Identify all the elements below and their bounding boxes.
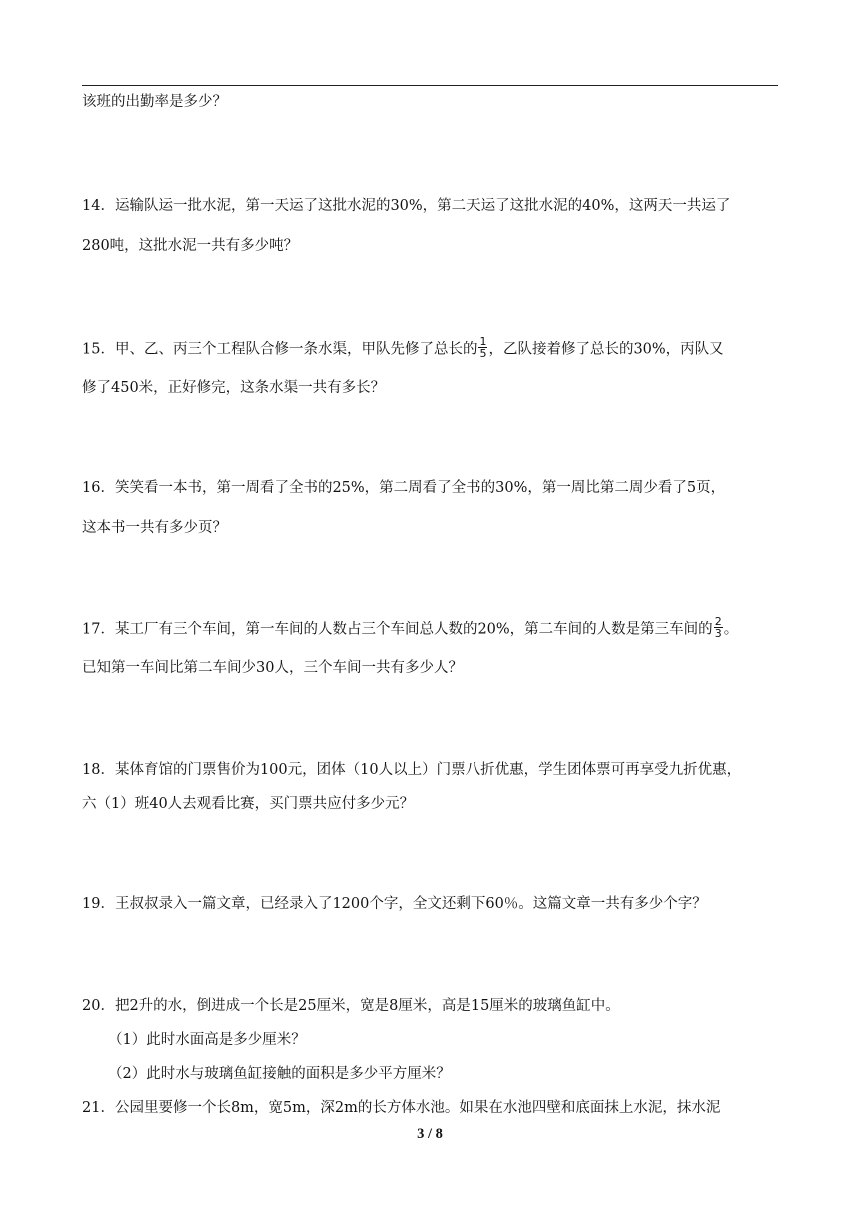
fraction-denominator: 3 bbox=[714, 627, 722, 640]
problem-14-line-1: 14．运输队运一批水泥，第一天运了这批水泥的30%，第二天运了这批水泥的40%，这两天一共运了 bbox=[82, 198, 731, 214]
problem-16-line-2: 这本书一共有多少页？ bbox=[82, 520, 227, 536]
problem-15-line-2: 修了450米，正好修完，这条水渠一共有多长？ bbox=[82, 380, 386, 396]
problem-17-line-1 bbox=[82, 615, 782, 641]
page-number: 3 / 8 bbox=[417, 1126, 443, 1142]
fraction-two-thirds bbox=[714, 616, 723, 639]
fraction-denominator: 5 bbox=[479, 347, 487, 360]
fraction-numerator: 1 bbox=[479, 335, 487, 348]
header-rule bbox=[82, 85, 778, 86]
problem-18-line-2: 六（1）班40人去观看比赛，买门票共应付多少元？ bbox=[82, 796, 415, 812]
problem-15-line-1 bbox=[82, 335, 782, 361]
problem-18-line-1: 18．某体育馆的门票售价为100元，团体（10人以上）门票八折优惠，学生团体票可再享受九折优惠， bbox=[82, 762, 742, 778]
problem-15-text-after: ，乙队接着修了总长的30%，丙队又 bbox=[488, 341, 724, 358]
problem-17-text-before: 17．某工厂有三个车间，第一车间的人数占三个车间总人数的20%，第二车间的人数是第三车间的 bbox=[82, 621, 713, 638]
problem-20-part-1: （1）此时水面高是多少厘米？ bbox=[108, 1032, 306, 1048]
problem-13-line-2: 该班的出勤率是多少？ bbox=[82, 94, 227, 110]
problem-14-line-2: 280吨，这批水泥一共有多少吨？ bbox=[82, 238, 299, 254]
problem-21-line-1: 21．公园里要修一个长8m，宽5m，深2m的长方体水池。如果在水池四壁和底面抹上水泥，抹水泥 bbox=[82, 1100, 721, 1116]
problem-17-text-after: 。 bbox=[723, 621, 739, 638]
fraction-numerator: 2 bbox=[714, 615, 722, 628]
fraction-one-fifth bbox=[478, 336, 487, 359]
problem-20-part-2: （2）此时水与玻璃鱼缸接触的面积是多少平方厘米？ bbox=[108, 1066, 451, 1082]
problem-16-line-1: 16．笑笑看一本书，第一周看了全书的25%，第二周看了全书的30%，第一周比第二周少看了5页， bbox=[82, 480, 726, 496]
problem-15-text-before: 15．甲、乙、丙三个工程队合修一条水渠，甲队先修了总长的 bbox=[82, 341, 478, 358]
problem-17-line-2: 已知第一车间比第二车间少30人，三个车间一共有多少人？ bbox=[82, 660, 463, 676]
problem-20-line-1: 20．把2升的水，倒进成一个长是25厘米，宽是8厘米，高是15厘米的玻璃鱼缸中。 bbox=[82, 998, 620, 1014]
problem-19-line-1: 19．王叔叔录入一篇文章，已经录入了1200个字，全文还剩下60％。这篇文章一共有多少个字？ bbox=[82, 896, 707, 912]
